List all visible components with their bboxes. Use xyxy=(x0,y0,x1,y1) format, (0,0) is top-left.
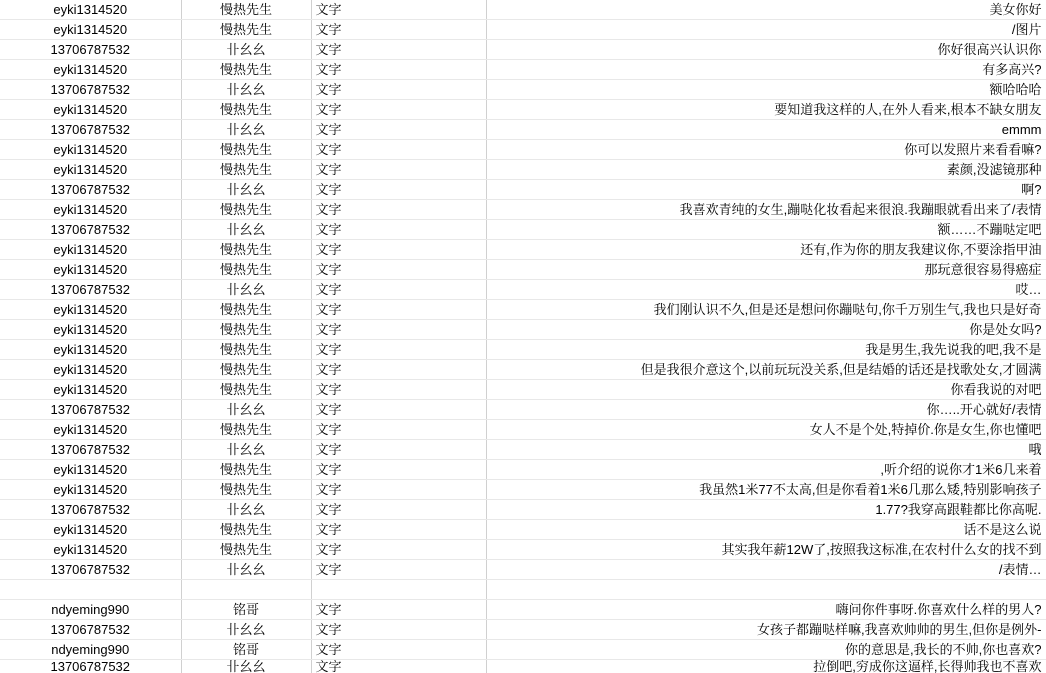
cell-account[interactable]: 13706787532 xyxy=(0,440,181,460)
cell-message-type[interactable]: 文字 xyxy=(311,480,486,500)
cell-content[interactable]: 哎… xyxy=(486,280,1046,300)
cell-account[interactable]: eyki1314520 xyxy=(0,540,181,560)
cell-nickname[interactable]: 卝幺幺 xyxy=(181,500,311,520)
table-row[interactable] xyxy=(0,380,1046,400)
cell-account[interactable]: ndyeming990 xyxy=(0,640,181,660)
cell-content[interactable]: 你看我说的对吧 xyxy=(486,380,1046,400)
cell-message-type[interactable]: 文字 xyxy=(311,280,486,300)
cell-account[interactable]: eyki1314520 xyxy=(0,160,181,180)
cell-account[interactable]: eyki1314520 xyxy=(0,100,181,120)
cell-message-type[interactable]: 文字 xyxy=(311,100,486,120)
cell-account[interactable]: 13706787532 xyxy=(0,500,181,520)
table-row[interactable] xyxy=(0,440,1046,460)
cell-account[interactable]: 13706787532 xyxy=(0,280,181,300)
cell-content[interactable]: 额哈哈哈 xyxy=(486,80,1046,100)
cell-account[interactable]: 13706787532 xyxy=(0,400,181,420)
cell-account[interactable]: eyki1314520 xyxy=(0,240,181,260)
table-row[interactable] xyxy=(0,140,1046,160)
cell-content[interactable]: 你可以发照片来看看嘛? xyxy=(486,140,1046,160)
table-row[interactable] xyxy=(0,320,1046,340)
table-row[interactable] xyxy=(0,520,1046,540)
cell-nickname[interactable]: 慢热先生 xyxy=(181,540,311,560)
cell-message-type[interactable]: 文字 xyxy=(311,240,486,260)
cell-message-type[interactable] xyxy=(311,580,486,600)
cell-message-type[interactable]: 文字 xyxy=(311,40,486,60)
table-row[interactable] xyxy=(0,20,1046,40)
cell-content[interactable]: 1.77?我穿高跟鞋都比你高呢. xyxy=(486,500,1046,520)
cell-account[interactable]: eyki1314520 xyxy=(0,320,181,340)
cell-nickname[interactable]: 卝幺幺 xyxy=(181,620,311,640)
cell-content[interactable]: /图片 xyxy=(486,20,1046,40)
cell-nickname[interactable]: 卝幺幺 xyxy=(181,280,311,300)
table-row[interactable] xyxy=(0,560,1046,580)
cell-content[interactable]: 我们刚认识不久,但是还是想问你蹦哒句,你千万别生气,我也只是好奇 xyxy=(486,300,1046,320)
cell-content[interactable]: 其实我年薪12W了,按照我这标准,在农村什么女的找不到 xyxy=(486,540,1046,560)
cell-account[interactable]: eyki1314520 xyxy=(0,360,181,380)
cell-nickname[interactable]: 慢热先生 xyxy=(181,460,311,480)
cell-nickname[interactable]: 慢热先生 xyxy=(181,260,311,280)
table-row[interactable] xyxy=(0,40,1046,60)
cell-nickname[interactable]: 卝幺幺 xyxy=(181,220,311,240)
table-row[interactable] xyxy=(0,220,1046,240)
cell-account[interactable]: ndyeming990 xyxy=(0,600,181,620)
cell-nickname[interactable]: 慢热先生 xyxy=(181,20,311,40)
cell-nickname[interactable]: 卝幺幺 xyxy=(181,400,311,420)
table-row[interactable] xyxy=(0,120,1046,140)
table-row[interactable] xyxy=(0,180,1046,200)
cell-account[interactable]: eyki1314520 xyxy=(0,460,181,480)
table-row[interactable] xyxy=(0,400,1046,420)
cell-nickname[interactable]: 慢热先生 xyxy=(181,320,311,340)
cell-nickname[interactable]: 慢热先生 xyxy=(181,380,311,400)
cell-account[interactable]: 13706787532 xyxy=(0,220,181,240)
cell-account[interactable] xyxy=(0,580,181,600)
table-row[interactable] xyxy=(0,620,1046,640)
cell-content[interactable]: 嗨问你件事呀.你喜欢什么样的男人? xyxy=(486,600,1046,620)
cell-content[interactable]: 你是处女吗? xyxy=(486,320,1046,340)
cell-content[interactable]: emmm xyxy=(486,120,1046,140)
table-row[interactable] xyxy=(0,460,1046,480)
cell-message-type[interactable]: 文字 xyxy=(311,660,486,673)
cell-nickname[interactable]: 慢热先生 xyxy=(181,160,311,180)
cell-account[interactable]: 13706787532 xyxy=(0,560,181,580)
table-row[interactable] xyxy=(0,280,1046,300)
cell-message-type[interactable]: 文字 xyxy=(311,540,486,560)
cell-content[interactable]: 你的意思是,我长的不帅,你也喜欢? xyxy=(486,640,1046,660)
cell-nickname[interactable]: 慢热先生 xyxy=(181,60,311,80)
cell-message-type[interactable]: 文字 xyxy=(311,0,486,20)
cell-nickname[interactable]: 卝幺幺 xyxy=(181,180,311,200)
cell-nickname[interactable]: 卝幺幺 xyxy=(181,120,311,140)
cell-nickname[interactable]: 慢热先生 xyxy=(181,100,311,120)
cell-message-type[interactable]: 文字 xyxy=(311,140,486,160)
cell-content[interactable]: 啊? xyxy=(486,180,1046,200)
cell-nickname[interactable]: 卝幺幺 xyxy=(181,40,311,60)
cell-nickname[interactable]: 慢热先生 xyxy=(181,480,311,500)
cell-nickname[interactable] xyxy=(181,580,311,600)
cell-nickname[interactable]: 慢热先生 xyxy=(181,240,311,260)
table-row[interactable] xyxy=(0,160,1046,180)
cell-account[interactable]: eyki1314520 xyxy=(0,340,181,360)
cell-account[interactable]: 13706787532 xyxy=(0,180,181,200)
cell-content[interactable]: 我喜欢青纯的女生,蹦哒化妆看起来很浪.我蹦眼就看出来了/表情 xyxy=(486,200,1046,220)
table-row[interactable] xyxy=(0,340,1046,360)
cell-account[interactable]: eyki1314520 xyxy=(0,140,181,160)
cell-content[interactable]: 我虽然1米77不太高,但是你看着1米6几那么矮,特别影响孩子 xyxy=(486,480,1046,500)
cell-content[interactable]: 有多高兴? xyxy=(486,60,1046,80)
cell-account[interactable]: 13706787532 xyxy=(0,120,181,140)
cell-message-type[interactable]: 文字 xyxy=(311,20,486,40)
table-row[interactable] xyxy=(0,80,1046,100)
cell-message-type[interactable]: 文字 xyxy=(311,380,486,400)
cell-content[interactable]: ,听介绍的说你才1米6几来着 xyxy=(486,460,1046,480)
cell-nickname[interactable]: 慢热先生 xyxy=(181,520,311,540)
cell-content[interactable]: 我是男生,我先说我的吧,我不是 xyxy=(486,340,1046,360)
cell-message-type[interactable]: 文字 xyxy=(311,600,486,620)
cell-nickname[interactable]: 慢热先生 xyxy=(181,360,311,380)
cell-content[interactable]: 但是我很介意这个,以前玩玩没关系,但是结婚的话还是找歌处女,才圆满 xyxy=(486,360,1046,380)
cell-message-type[interactable]: 文字 xyxy=(311,220,486,240)
cell-nickname[interactable]: 慢热先生 xyxy=(181,200,311,220)
cell-message-type[interactable]: 文字 xyxy=(311,180,486,200)
cell-message-type[interactable]: 文字 xyxy=(311,560,486,580)
cell-message-type[interactable]: 文字 xyxy=(311,320,486,340)
table-row[interactable] xyxy=(0,600,1046,620)
cell-message-type[interactable]: 文字 xyxy=(311,440,486,460)
cell-account[interactable]: eyki1314520 xyxy=(0,300,181,320)
table-row[interactable] xyxy=(0,260,1046,280)
cell-message-type[interactable]: 文字 xyxy=(311,640,486,660)
cell-content[interactable]: 额……不蹦哒定吧 xyxy=(486,220,1046,240)
table-row[interactable] xyxy=(0,540,1046,560)
cell-message-type[interactable]: 文字 xyxy=(311,260,486,280)
cell-message-type[interactable]: 文字 xyxy=(311,420,486,440)
cell-message-type[interactable]: 文字 xyxy=(311,360,486,380)
table-row[interactable] xyxy=(0,500,1046,520)
cell-content[interactable]: 你好很高兴认识你 xyxy=(486,40,1046,60)
cell-nickname[interactable]: 慢热先生 xyxy=(181,0,311,20)
cell-content[interactable]: 美女你好 xyxy=(486,0,1046,20)
cell-account[interactable]: eyki1314520 xyxy=(0,380,181,400)
cell-account[interactable]: eyki1314520 xyxy=(0,20,181,40)
cell-message-type[interactable]: 文字 xyxy=(311,400,486,420)
cell-message-type[interactable]: 文字 xyxy=(311,80,486,100)
table-row[interactable] xyxy=(0,360,1046,380)
table-row[interactable] xyxy=(0,100,1046,120)
cell-content[interactable]: 女人不是个处,特掉价.你是女生,你也懂吧 xyxy=(486,420,1046,440)
cell-message-type[interactable]: 文字 xyxy=(311,460,486,480)
table-row[interactable] xyxy=(0,240,1046,260)
cell-nickname[interactable]: 铭哥 xyxy=(181,640,311,660)
table-row[interactable] xyxy=(0,0,1046,20)
cell-nickname[interactable]: 慢热先生 xyxy=(181,420,311,440)
cell-nickname[interactable]: 铭哥 xyxy=(181,600,311,620)
cell-account[interactable]: eyki1314520 xyxy=(0,480,181,500)
cell-content[interactable]: 你…..开心就好/表情 xyxy=(486,400,1046,420)
cell-content[interactable]: 拉倒吧,穷成你这逼样,长得帅我也不喜欢 xyxy=(486,660,1046,673)
cell-account[interactable]: 13706787532 xyxy=(0,620,181,640)
table-row[interactable] xyxy=(0,200,1046,220)
table-row[interactable] xyxy=(0,660,1046,673)
cell-message-type[interactable]: 文字 xyxy=(311,620,486,640)
cell-content[interactable]: 素颜,没滤镜那种 xyxy=(486,160,1046,180)
table-row[interactable] xyxy=(0,480,1046,500)
cell-content[interactable]: 哦 xyxy=(486,440,1046,460)
cell-content[interactable] xyxy=(486,580,1046,600)
table-row[interactable] xyxy=(0,300,1046,320)
cell-content[interactable]: 要知道我这样的人,在外人看来,根本不缺女朋友 xyxy=(486,100,1046,120)
cell-nickname[interactable]: 卝幺幺 xyxy=(181,660,311,673)
cell-nickname[interactable]: 卝幺幺 xyxy=(181,440,311,460)
cell-account[interactable]: eyki1314520 xyxy=(0,260,181,280)
cell-nickname[interactable]: 慢热先生 xyxy=(181,340,311,360)
cell-account[interactable]: 13706787532 xyxy=(0,660,181,673)
cell-account[interactable]: eyki1314520 xyxy=(0,520,181,540)
cell-message-type[interactable]: 文字 xyxy=(311,120,486,140)
cell-account[interactable]: 13706787532 xyxy=(0,80,181,100)
cell-nickname[interactable]: 卝幺幺 xyxy=(181,80,311,100)
cell-account[interactable]: eyki1314520 xyxy=(0,420,181,440)
table-row[interactable] xyxy=(0,60,1046,80)
cell-message-type[interactable]: 文字 xyxy=(311,160,486,180)
cell-message-type[interactable]: 文字 xyxy=(311,500,486,520)
cell-nickname[interactable]: 卝幺幺 xyxy=(181,560,311,580)
cell-content[interactable]: /表情… xyxy=(486,560,1046,580)
cell-nickname[interactable]: 慢热先生 xyxy=(181,140,311,160)
cell-account[interactable]: 13706787532 xyxy=(0,40,181,60)
table-row[interactable] xyxy=(0,580,1046,600)
table-row[interactable] xyxy=(0,640,1046,660)
cell-account[interactable]: eyki1314520 xyxy=(0,60,181,80)
cell-content[interactable]: 话不是这么说 xyxy=(486,520,1046,540)
cell-message-type[interactable]: 文字 xyxy=(311,60,486,80)
cell-content[interactable]: 那玩意很容易得癌症 xyxy=(486,260,1046,280)
cell-content[interactable]: 女孩子都蹦哒样嘛,我喜欢帅帅的男生,但你是例外- xyxy=(486,620,1046,640)
cell-message-type[interactable]: 文字 xyxy=(311,200,486,220)
cell-account[interactable]: eyki1314520 xyxy=(0,200,181,220)
cell-message-type[interactable]: 文字 xyxy=(311,340,486,360)
cell-content[interactable]: 还有,作为你的朋友我建议你,不要涂指甲油 xyxy=(486,240,1046,260)
cell-account[interactable]: eyki1314520 xyxy=(0,0,181,20)
cell-message-type[interactable]: 文字 xyxy=(311,520,486,540)
cell-nickname[interactable]: 慢热先生 xyxy=(181,300,311,320)
cell-message-type[interactable]: 文字 xyxy=(311,300,486,320)
table-row[interactable] xyxy=(0,420,1046,440)
